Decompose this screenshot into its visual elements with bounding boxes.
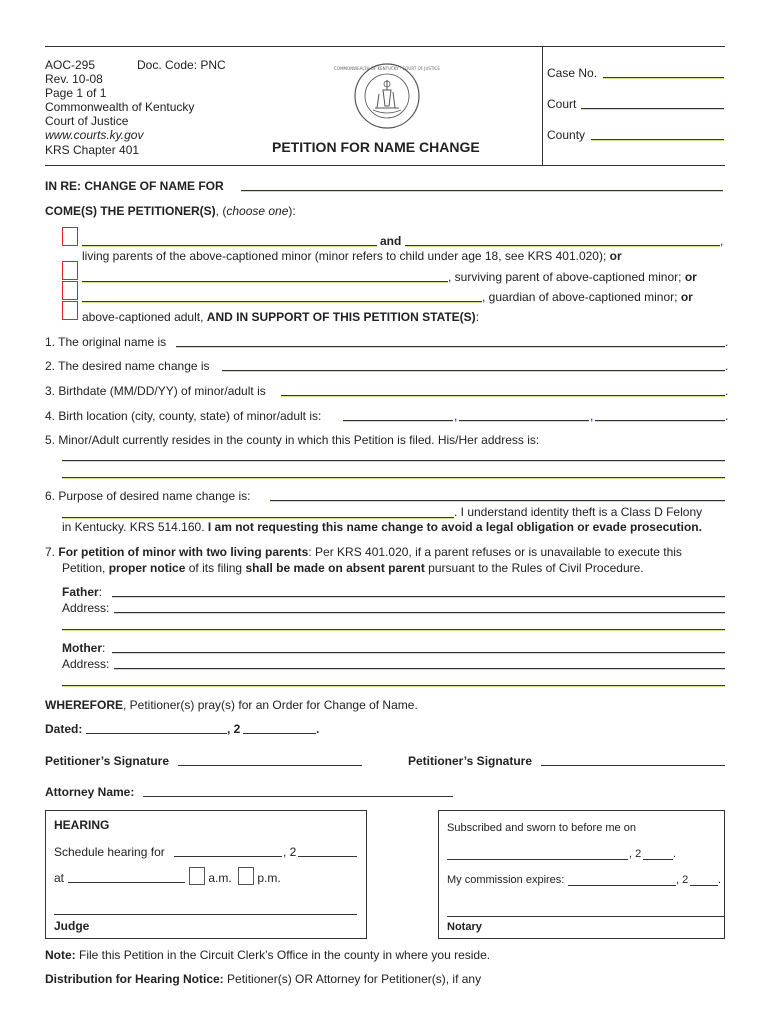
court-field[interactable] bbox=[581, 96, 724, 109]
doc-code: Doc. Code: PNC bbox=[137, 58, 226, 72]
i7-e: pursuant to the Rules of Civil Procedure. bbox=[428, 561, 644, 575]
desired-name-field[interactable] bbox=[222, 358, 725, 371]
wherefore-bold: WHEREFORE bbox=[45, 698, 123, 712]
attorney-name-field[interactable] bbox=[143, 784, 453, 797]
petitioner-signature-label-1: Petitioner’s Signature bbox=[45, 754, 170, 768]
seal-lettering: COMMONWEALTH OF KENTUCKY · COURT OF JUSTICE bbox=[334, 66, 440, 71]
item-7-heading: For petition of minor with two living parents bbox=[58, 545, 309, 559]
comes-sep: , ( bbox=[215, 204, 227, 218]
item-5-label: 5. Minor/Adult currently resides in the county in which this Petition is filed. His/Her address is: bbox=[45, 433, 540, 447]
i7-b: proper notice bbox=[108, 561, 186, 575]
father-word: Father bbox=[62, 585, 99, 599]
county-field[interactable] bbox=[591, 127, 724, 140]
petitioner-signature-2[interactable] bbox=[541, 753, 725, 766]
distribution-bold: Distribution for Hearing Notice: bbox=[45, 972, 224, 986]
father-address-field-2[interactable] bbox=[62, 617, 725, 630]
comes-close: ): bbox=[288, 204, 296, 218]
original-name-field[interactable] bbox=[176, 334, 725, 347]
page-number: Page 1 of 1 bbox=[45, 86, 107, 100]
court-name: Court of Justice bbox=[45, 114, 129, 128]
hearing-time-field[interactable] bbox=[68, 870, 185, 883]
father-label bbox=[62, 585, 102, 599]
dated-label: Dated: bbox=[45, 722, 83, 736]
in-re-name-field[interactable] bbox=[241, 178, 723, 191]
surviving-parent-field[interactable] bbox=[82, 269, 448, 282]
commission-year-field[interactable] bbox=[690, 873, 718, 886]
adult-checkbox[interactable] bbox=[62, 301, 78, 320]
birthdate-field[interactable] bbox=[281, 383, 725, 396]
hearing-year-field[interactable] bbox=[298, 844, 357, 857]
parents-text bbox=[82, 249, 622, 263]
father-colon: : bbox=[98, 585, 103, 599]
mother-label bbox=[62, 641, 105, 655]
address-line-1[interactable] bbox=[62, 448, 725, 461]
parent1-name-field[interactable] bbox=[82, 233, 377, 246]
dated-period: . bbox=[316, 722, 320, 736]
mother-address-label: Address: bbox=[62, 657, 110, 671]
header-divider bbox=[542, 46, 543, 166]
at-label: at bbox=[54, 871, 65, 885]
revision: Rev. 10-08 bbox=[45, 72, 103, 86]
commission-period: . bbox=[718, 874, 722, 886]
case-no-field[interactable] bbox=[603, 65, 724, 78]
notary-signature-line[interactable] bbox=[447, 916, 725, 917]
item-4-label: 4. Birth location (city, county, state) of minor/adult is: bbox=[45, 409, 322, 423]
pm-checkbox[interactable] bbox=[238, 867, 254, 885]
judge-signature-line[interactable] bbox=[54, 914, 357, 915]
comes-lead: COME(S) THE PETITIONER(S) bbox=[45, 204, 216, 218]
adult-description: above-captioned adult, bbox=[82, 310, 204, 324]
surviving-parent-checkbox[interactable] bbox=[62, 261, 78, 280]
felony-line bbox=[62, 520, 702, 534]
father-name-field[interactable] bbox=[112, 584, 725, 597]
court-label: Court bbox=[547, 97, 577, 111]
comes-choose: choose one bbox=[226, 204, 289, 218]
state-name: Commonwealth of Kentucky bbox=[45, 100, 195, 114]
item-7-line-1 bbox=[45, 545, 682, 559]
i7-a: Petition, bbox=[62, 561, 106, 575]
i7-c: of its filing bbox=[188, 561, 243, 575]
header-top-rule bbox=[45, 46, 725, 47]
i7-d: shall be made on absent parent bbox=[245, 561, 425, 575]
and-label: and bbox=[380, 234, 402, 248]
schedule-label: Schedule hearing for bbox=[54, 845, 165, 859]
petitioners-line bbox=[45, 204, 296, 218]
footer-distribution bbox=[45, 972, 481, 986]
mother-address-field-2[interactable] bbox=[62, 673, 725, 686]
guardian-field[interactable] bbox=[82, 289, 482, 302]
hearing-date-field[interactable] bbox=[174, 844, 282, 857]
dated-year-field[interactable] bbox=[243, 721, 316, 734]
parent2-name-field[interactable] bbox=[405, 233, 720, 246]
item-7-text: : Per KRS 401.020, if a parent refuses or is unavailable to execute this bbox=[308, 545, 682, 559]
mother-colon: : bbox=[102, 641, 106, 655]
form-number: AOC-295 bbox=[45, 58, 96, 72]
item-3-label: 3. Birthdate (MM/DD/YY) of minor/adult is bbox=[45, 384, 266, 398]
attorney-label: Attorney Name: bbox=[45, 785, 135, 799]
guardian-description: , guardian of above-captioned minor; bbox=[482, 290, 678, 304]
item-6-label: 6. Purpose of desired name change is: bbox=[45, 489, 251, 503]
item-4-comma-2: , bbox=[590, 409, 594, 423]
sworn-date-field[interactable] bbox=[447, 847, 628, 860]
in-re-label: IN RE: CHANGE OF NAME FOR bbox=[45, 179, 224, 193]
commission-date-field[interactable] bbox=[568, 873, 676, 886]
wherefore-line bbox=[45, 698, 418, 712]
birth-county-field[interactable] bbox=[459, 408, 589, 421]
judge-label: Judge bbox=[54, 919, 90, 933]
website-link[interactable]: www.courts.ky.gov bbox=[45, 128, 144, 142]
subscribed-label: Subscribed and sworn to before me on bbox=[447, 822, 636, 834]
mother-word: Mother bbox=[62, 641, 102, 655]
birth-state-field[interactable] bbox=[595, 408, 725, 421]
hearing-title: HEARING bbox=[54, 818, 110, 832]
or-2: or bbox=[684, 270, 697, 284]
item-1-label: 1. The original name is bbox=[45, 335, 167, 349]
note-bold: Note: bbox=[45, 948, 76, 962]
footer-note bbox=[45, 948, 490, 962]
address-line-2[interactable] bbox=[62, 465, 725, 478]
kentucky-seal-icon bbox=[334, 62, 440, 130]
parents-checkbox[interactable] bbox=[62, 227, 78, 246]
identity-theft-notice: . I understand identity theft is a Class D Felony bbox=[454, 505, 703, 519]
item-2-period: . bbox=[725, 359, 729, 373]
item-4-comma-1: , bbox=[454, 409, 458, 423]
adult-end: : bbox=[475, 310, 480, 324]
dated-year-prefix: , 2 bbox=[227, 722, 241, 736]
sworn-period: . bbox=[673, 848, 677, 860]
adult-support: AND IN SUPPORT OF THIS PETITION STATE(S) bbox=[206, 310, 476, 324]
am-checkbox[interactable] bbox=[189, 867, 205, 885]
item-2-label: 2. The desired name change is bbox=[45, 359, 210, 373]
item-1-period: . bbox=[725, 335, 729, 349]
item-4-period: . bbox=[725, 409, 729, 423]
item-7-num: 7. bbox=[45, 545, 56, 559]
not-evading-statement: I am not requesting this name change to avoid a legal obligation or evade prosecution. bbox=[207, 520, 702, 534]
commission-year-prefix: , 2 bbox=[676, 874, 689, 886]
guardian-checkbox[interactable] bbox=[62, 281, 78, 300]
item-7-line-2 bbox=[62, 561, 644, 575]
purpose-field-1[interactable] bbox=[270, 488, 725, 501]
surviving-text bbox=[448, 270, 697, 284]
parents-description: living parents of the above-captioned minor (minor refers to child under age 18, see KRS 401.020); bbox=[82, 249, 607, 263]
hearing-year-prefix: , 2 bbox=[283, 845, 297, 859]
notary-label: Notary bbox=[447, 921, 482, 933]
case-no-label: Case No. bbox=[547, 66, 598, 80]
or-1: or bbox=[609, 249, 622, 263]
pm-label: p.m. bbox=[257, 871, 281, 885]
form-title: PETITION FOR NAME CHANGE bbox=[272, 139, 480, 155]
distribution-text: Petitioner(s) OR Attorney for Petitioner(s), if any bbox=[227, 972, 482, 986]
sworn-year-prefix: , 2 bbox=[629, 848, 642, 860]
mother-address-field-1[interactable] bbox=[114, 656, 725, 669]
petitioner-signature-1[interactable] bbox=[178, 753, 362, 766]
statute: KRS Chapter 401 bbox=[45, 143, 140, 157]
am-option[interactable] bbox=[189, 867, 232, 885]
purpose-field-2[interactable] bbox=[62, 505, 454, 518]
surviving-description: , surviving parent of above-captioned minor; bbox=[448, 270, 682, 284]
father-address-label: Address: bbox=[62, 601, 110, 615]
mother-name-field[interactable] bbox=[112, 640, 725, 653]
or-3: or bbox=[680, 290, 693, 304]
wherefore-text: , Petitioner(s) pray(s) for an Order for Change of Name. bbox=[123, 698, 418, 712]
pm-option[interactable] bbox=[238, 867, 281, 885]
father-address-field-1[interactable] bbox=[114, 600, 725, 613]
sworn-year-field[interactable] bbox=[643, 847, 673, 860]
header-bottom-rule bbox=[45, 165, 725, 166]
am-label: a.m. bbox=[208, 871, 232, 885]
petitioner-signature-label-2: Petitioner’s Signature bbox=[408, 754, 533, 768]
dated-field[interactable] bbox=[86, 721, 227, 734]
adult-text bbox=[82, 310, 479, 324]
guardian-text bbox=[482, 290, 693, 304]
birth-city-field[interactable] bbox=[343, 408, 453, 421]
parents-comma: , bbox=[720, 234, 724, 248]
item-3-period: . bbox=[725, 384, 729, 398]
commission-label: My commission expires: bbox=[447, 874, 565, 886]
county-label: County bbox=[547, 128, 586, 142]
note-text: File this Petition in the Circuit Clerk’s Office in the county in where you reside. bbox=[79, 948, 491, 962]
krs-ref: in Kentucky. KRS 514.160. bbox=[62, 520, 205, 534]
